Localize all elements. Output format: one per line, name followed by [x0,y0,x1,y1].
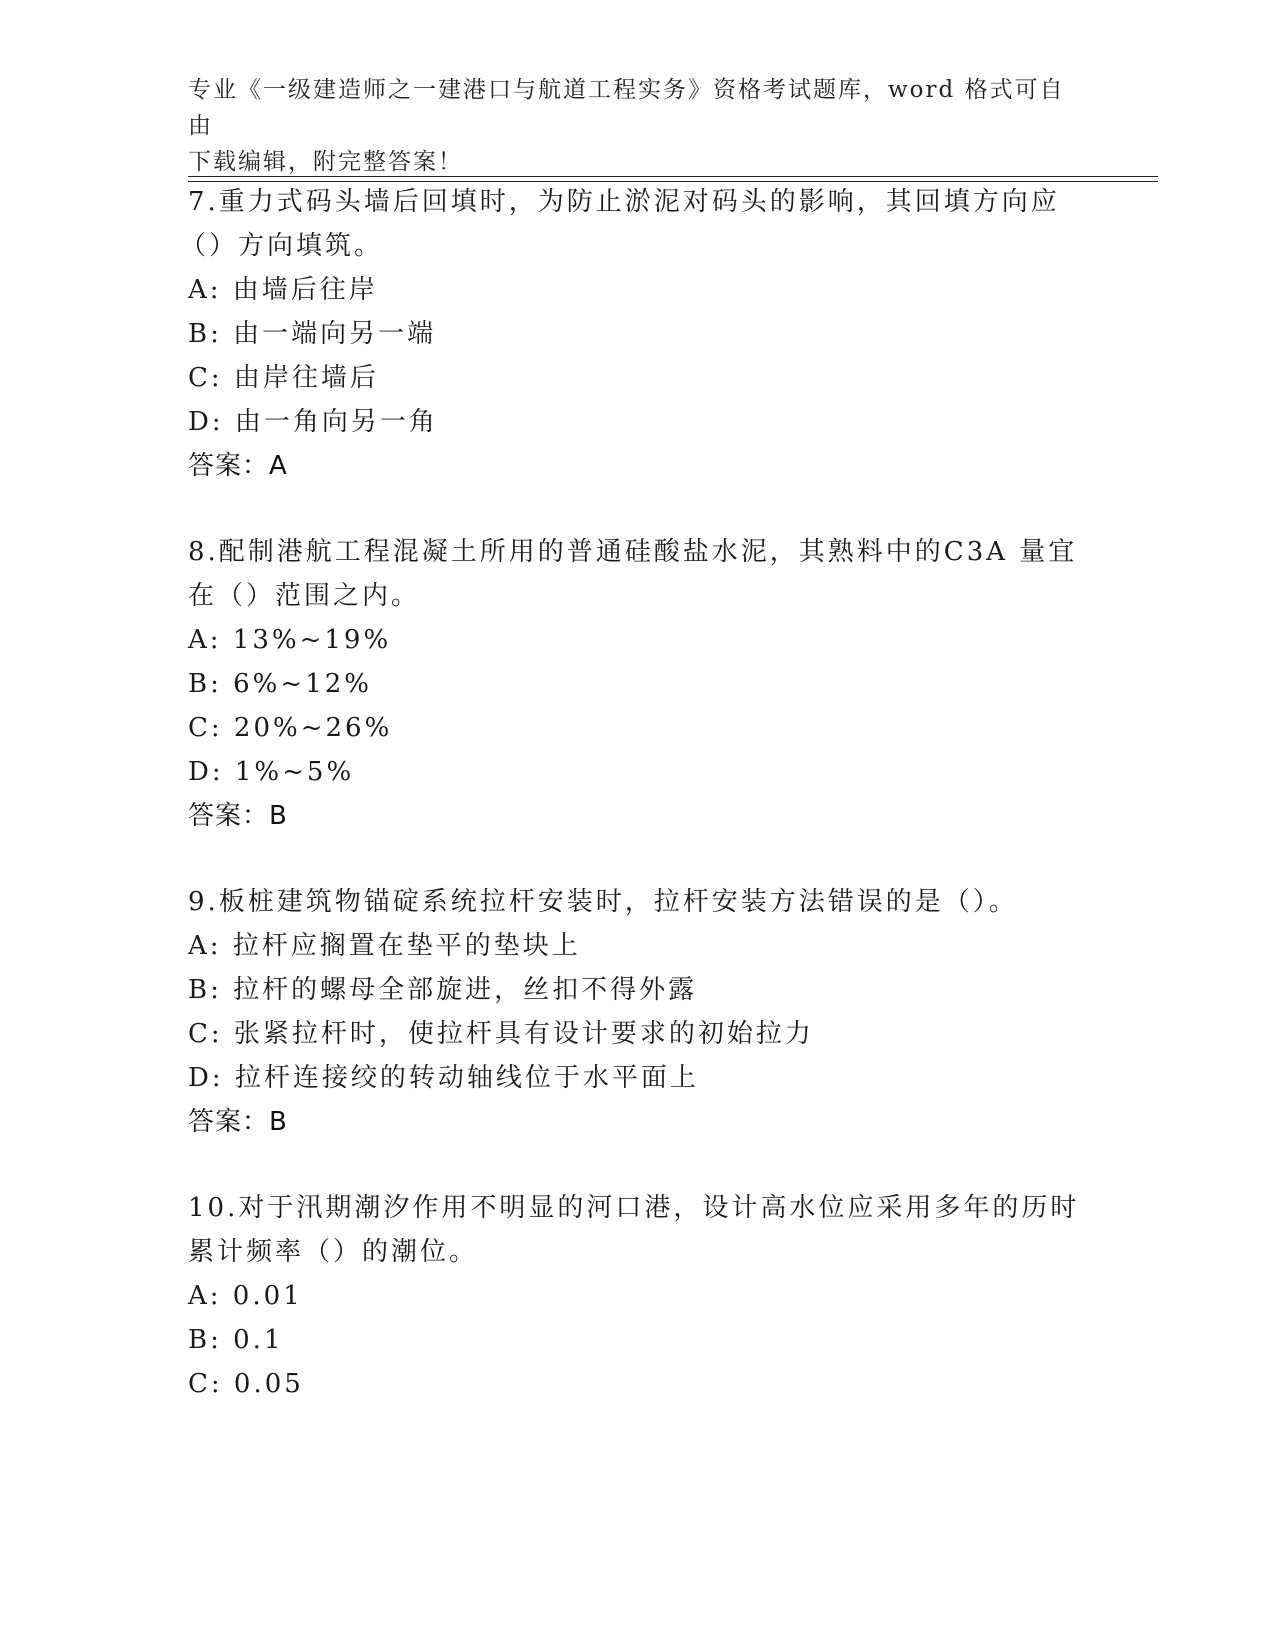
option-d: D: 由一角向另一角 [188,407,438,437]
question-stem-line-2: 在（）范围之内。 [188,581,421,611]
option-b: B: 拉杆的螺母全部旋进，丝扣不得外露 [188,975,698,1005]
option-a: A: 13%~19% [188,625,392,655]
option-c: C: 张紧拉杆时，使拉杆具有设计要求的初始拉力 [188,1019,814,1049]
option-a: A: 由墙后往岸 [188,275,378,305]
option-d: D: 拉杆连接绞的转动轴线位于水平面上 [188,1063,699,1093]
option-c: C: 由岸往墙后 [188,363,379,393]
question-stem-line-1: 8.配制港航工程混凝土所用的普通硅酸盐水泥，其熟料中的C3A 量宜 [188,537,1078,567]
option-b: B: 由一端向另一端 [188,319,437,349]
answer-line: 答案：A [188,451,288,481]
question-stem-line-1: 7.重力式码头墙后回填时，为防止淤泥对码头的影响，其回填方向应 [188,187,1060,217]
answer-line: 答案：B [188,1107,288,1137]
document-header [188,72,1088,180]
header-divider-top [188,176,1158,177]
question-stem-line-1: 10.对于汛期潮汐作用不明显的河口港，设计高水位应采用多年的历时 [188,1193,1080,1223]
answer-line: 答案：B [188,801,288,831]
option-b: B: 6%~12% [188,669,372,699]
question-stem-line-2: （）方向填筑。 [180,231,384,261]
question-stem-line-1: 9.板桩建筑物锚碇系统拉杆安装时，拉杆安装方法错误的是（）。 [188,887,1018,917]
option-b: B: 0.1 [188,1325,284,1355]
header-line-1: 专业《一级建造师之一建港口与航道工程实务》资格考试题库，word 格式可自由 [188,77,1065,139]
option-a: A: 0.01 [188,1281,303,1311]
option-c: C: 0.05 [188,1369,304,1399]
option-a: A: 拉杆应搁置在垫平的垫块上 [188,931,581,961]
option-c: C: 20%~26% [188,713,393,743]
header-line-2: 下载编辑，附完整答案！ [188,149,463,175]
question-stem-line-2: 累计频率（）的潮位。 [188,1237,479,1267]
option-d: D: 1%~5% [188,757,355,787]
